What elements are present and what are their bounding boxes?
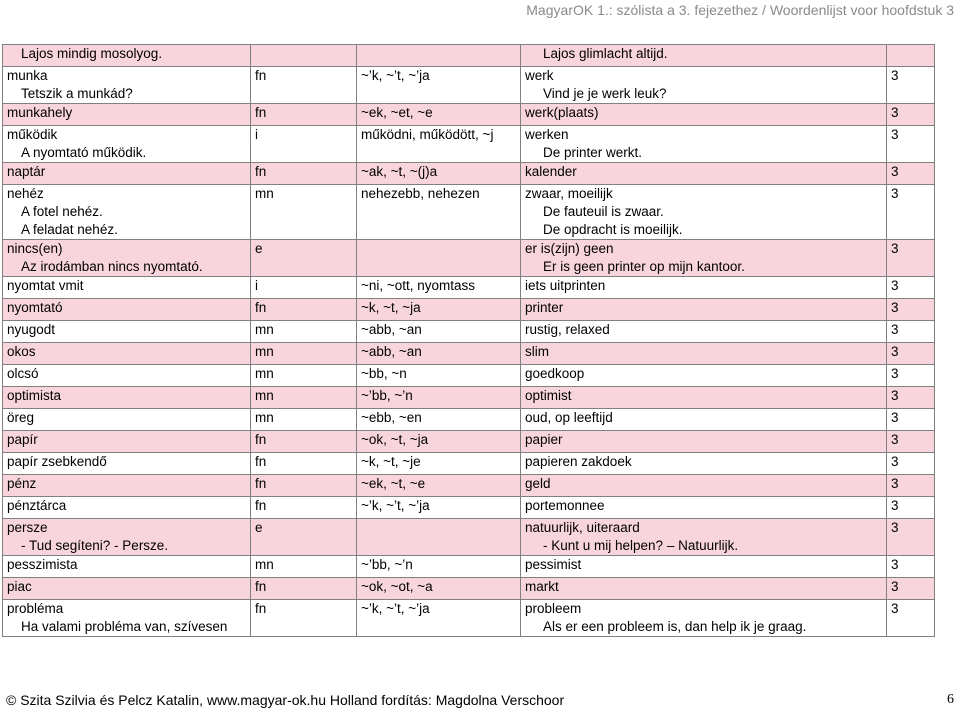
table-row (3, 126, 935, 163)
footer-copyright: © Szita Szilvia és Pelcz Katalin, www.magyar-ok.hu Holland fordítás: Magdolna Verschoor (6, 692, 565, 708)
dutch-translation-text: printer (525, 300, 564, 315)
hungarian-word (3, 45, 251, 67)
dutch-translation (521, 343, 887, 365)
table-row (3, 453, 935, 475)
hungarian-word-text: olcsó (7, 366, 39, 381)
part-of-speech (251, 453, 357, 475)
chapter-number (887, 104, 935, 126)
part-of-speech (251, 497, 357, 519)
hungarian-word-text: probléma (7, 601, 64, 616)
table-row (3, 409, 935, 431)
dutch-translation-text: optimist (525, 388, 572, 403)
hungarian-word-text: nyomtat vmit (7, 278, 84, 293)
table-row (3, 299, 935, 321)
hungarian-word-example: Az irodámban nincs nyomtató. (21, 259, 203, 274)
word-forms (357, 578, 521, 600)
word-forms (357, 104, 521, 126)
page-number: 6 (947, 692, 954, 707)
part-of-speech (251, 343, 357, 365)
dutch-translation-text: iets uitprinten (525, 278, 606, 293)
hungarian-word-example: A fotel nehéz. (21, 204, 103, 219)
hungarian-word (3, 409, 251, 431)
part-of-speech (251, 365, 357, 387)
table-row (3, 387, 935, 409)
word-forms (357, 343, 521, 365)
word-forms (357, 45, 521, 67)
part-of-speech-text: mn (255, 388, 274, 403)
dutch-translation-example: - Kunt u mij helpen? – Natuurlijk. (543, 538, 739, 553)
dutch-translation-text: portemonnee (525, 498, 605, 513)
chapter-number (887, 365, 935, 387)
word-forms (357, 409, 521, 431)
part-of-speech (251, 240, 357, 277)
part-of-speech (251, 126, 357, 163)
part-of-speech (251, 67, 357, 104)
part-of-speech (251, 277, 357, 299)
part-of-speech-text: fn (255, 498, 267, 513)
part-of-speech-text: mn (255, 557, 274, 572)
table-row (3, 431, 935, 453)
table-row (3, 163, 935, 185)
dutch-translation (521, 277, 887, 299)
dutch-translation-text: goedkoop (525, 366, 585, 381)
chapter-number (887, 126, 935, 163)
hungarian-word (3, 578, 251, 600)
part-of-speech (251, 556, 357, 578)
dutch-translation-example: Lajos glimlacht altijd. (543, 46, 668, 61)
word-forms-text: ~ok, ~t, ~ja (361, 432, 429, 447)
part-of-speech-text: fn (255, 68, 267, 83)
vocabulary-table (2, 44, 935, 637)
part-of-speech-text: mn (255, 186, 274, 201)
table-row (3, 67, 935, 104)
hungarian-word (3, 556, 251, 578)
table-row (3, 497, 935, 519)
dutch-translation-text: werk(plaats) (525, 105, 599, 120)
hungarian-word-text: munkahely (7, 105, 73, 120)
part-of-speech (251, 409, 357, 431)
chapter-number-text: 3 (891, 388, 899, 403)
hungarian-word (3, 104, 251, 126)
part-of-speech (251, 475, 357, 497)
dutch-translation (521, 556, 887, 578)
dutch-translation-text: geld (525, 476, 551, 491)
dutch-translation (521, 409, 887, 431)
part-of-speech (251, 163, 357, 185)
hungarian-word-text: pénz (7, 476, 37, 491)
chapter-number (887, 409, 935, 431)
table-row (3, 556, 935, 578)
dutch-translation (521, 453, 887, 475)
part-of-speech-text: fn (255, 601, 267, 616)
dutch-translation (521, 45, 887, 67)
chapter-number (887, 519, 935, 556)
hungarian-word-text: pénztárca (7, 498, 67, 513)
dutch-translation-text: pessimist (525, 557, 582, 572)
chapter-number-text: 3 (891, 366, 899, 381)
word-forms (357, 126, 521, 163)
hungarian-word-text: persze (7, 520, 48, 535)
dutch-translation (521, 240, 887, 277)
chapter-number-text: 3 (891, 476, 899, 491)
dutch-translation (521, 600, 887, 637)
word-forms (357, 519, 521, 556)
chapter-number (887, 67, 935, 104)
part-of-speech-text: fn (255, 432, 267, 447)
part-of-speech (251, 321, 357, 343)
word-forms-text: ~ok, ~ot, ~a (361, 579, 433, 594)
word-forms-text: ~’k, ~’t, ~’ja (361, 498, 430, 513)
page-header: MagyarOK 1.: szólista a 3. fejezethez / Woordenlijst voor hoofdstuk 3 (526, 2, 954, 18)
word-forms (357, 431, 521, 453)
dutch-translation (521, 578, 887, 600)
chapter-number-text: 3 (891, 105, 899, 120)
word-forms (357, 497, 521, 519)
dutch-translation-example: De opdracht is moeilijk. (543, 222, 683, 237)
part-of-speech (251, 578, 357, 600)
word-forms-text: ~k, ~t, ~ja (361, 300, 421, 315)
dutch-translation-text: papieren zakdoek (525, 454, 632, 469)
hungarian-word (3, 277, 251, 299)
dutch-translation-text: rustig, relaxed (525, 322, 610, 337)
chapter-number-text: 3 (891, 454, 899, 469)
chapter-number (887, 343, 935, 365)
part-of-speech (251, 104, 357, 126)
dutch-translation-example: De fauteuil is zwaar. (543, 204, 664, 219)
table-row (3, 104, 935, 126)
table-row (3, 185, 935, 240)
word-forms-text: nehezebb, nehezen (361, 186, 480, 201)
dutch-translation (521, 431, 887, 453)
word-forms-text: működni, működött, ~j (361, 127, 494, 142)
word-forms (357, 163, 521, 185)
chapter-number (887, 240, 935, 277)
chapter-number (887, 600, 935, 637)
hungarian-word-text: nyugodt (7, 322, 56, 337)
word-forms-text: ~’k, ~’t, ~’ja (361, 601, 430, 616)
chapter-number-text: 3 (891, 322, 899, 337)
chapter-number-text: 3 (891, 164, 899, 179)
hungarian-word-text: nehéz (7, 186, 44, 201)
part-of-speech (251, 600, 357, 637)
table-row (3, 321, 935, 343)
word-forms (357, 321, 521, 343)
part-of-speech-text: fn (255, 164, 267, 179)
chapter-number-text: 3 (891, 241, 899, 256)
hungarian-word (3, 240, 251, 277)
part-of-speech-text: fn (255, 579, 267, 594)
chapter-number (887, 163, 935, 185)
word-forms-text: ~ek, ~et, ~e (361, 105, 433, 120)
part-of-speech (251, 431, 357, 453)
hungarian-word (3, 600, 251, 637)
part-of-speech-text: mn (255, 322, 274, 337)
dutch-translation-example: Als er een probleem is, dan help ik je graag. (543, 619, 807, 634)
chapter-number (887, 475, 935, 497)
dutch-translation (521, 321, 887, 343)
hungarian-word-text: öreg (7, 410, 35, 425)
word-forms (357, 475, 521, 497)
chapter-number-text: 3 (891, 432, 899, 447)
hungarian-word-text: piac (7, 579, 32, 594)
part-of-speech (251, 519, 357, 556)
hungarian-word-text: nyomtató (7, 300, 63, 315)
dutch-translation (521, 185, 887, 240)
hungarian-word-example: A feladat nehéz. (21, 222, 118, 237)
word-forms (357, 240, 521, 277)
hungarian-word-text: nincs(en) (7, 241, 63, 256)
dutch-translation (521, 497, 887, 519)
word-forms-text: ~k, ~t, ~je (361, 454, 421, 469)
part-of-speech (251, 45, 357, 67)
table-row (3, 240, 935, 277)
hungarian-word-example: Tetszik a munkád? (21, 86, 133, 101)
chapter-number (887, 45, 935, 67)
word-forms-text: ~abb, ~an (361, 344, 422, 359)
hungarian-word (3, 387, 251, 409)
chapter-number (887, 185, 935, 240)
part-of-speech (251, 299, 357, 321)
hungarian-word-example: A nyomtató működik. (21, 145, 147, 160)
word-forms (357, 299, 521, 321)
word-forms (357, 277, 521, 299)
part-of-speech-text: fn (255, 105, 267, 120)
dutch-translation-text: kalender (525, 164, 577, 179)
chapter-number-text: 3 (891, 601, 899, 616)
table-row (3, 277, 935, 299)
dutch-translation-text: papier (525, 432, 563, 447)
hungarian-word-text: okos (7, 344, 36, 359)
dutch-translation-text: natuurlijk, uiteraard (525, 520, 640, 535)
chapter-number-text: 3 (891, 344, 899, 359)
hungarian-word (3, 126, 251, 163)
part-of-speech (251, 185, 357, 240)
hungarian-word (3, 431, 251, 453)
dutch-translation-text: er is(zijn) geen (525, 241, 614, 256)
chapter-number-text: 3 (891, 498, 899, 513)
chapter-number (887, 453, 935, 475)
word-forms (357, 387, 521, 409)
word-forms-text: ~ak, ~t, ~(j)a (361, 164, 438, 179)
hungarian-word (3, 185, 251, 240)
dutch-translation-text: oud, op leeftijd (525, 410, 613, 425)
dutch-translation-text: markt (525, 579, 559, 594)
hungarian-word-text: optimista (7, 388, 62, 403)
table-row (3, 475, 935, 497)
hungarian-word (3, 67, 251, 104)
hungarian-word-example: Ha valami probléma van, szívesen (21, 619, 228, 634)
dutch-translation (521, 67, 887, 104)
word-forms-text: ~’bb, ~’n (361, 388, 413, 403)
hungarian-word-text: papír (7, 432, 38, 447)
hungarian-word (3, 163, 251, 185)
part-of-speech-text: mn (255, 366, 274, 381)
word-forms-text: ~’bb, ~’n (361, 557, 413, 572)
dutch-translation (521, 387, 887, 409)
hungarian-word (3, 497, 251, 519)
word-forms-text: ~bb, ~n (361, 366, 407, 381)
chapter-number-text: 3 (891, 579, 899, 594)
dutch-translation-example: De printer werkt. (543, 145, 643, 160)
table-row (3, 343, 935, 365)
table-row (3, 45, 935, 67)
chapter-number (887, 321, 935, 343)
hungarian-word-text: papír zsebkendő (7, 454, 107, 469)
word-forms (357, 556, 521, 578)
dutch-translation (521, 126, 887, 163)
hungarian-word (3, 519, 251, 556)
part-of-speech-text: fn (255, 476, 267, 491)
word-forms (357, 453, 521, 475)
dutch-translation (521, 104, 887, 126)
part-of-speech-text: fn (255, 300, 267, 315)
chapter-number-text: 3 (891, 300, 899, 315)
dutch-translation (521, 365, 887, 387)
hungarian-word (3, 321, 251, 343)
chapter-number-text: 3 (891, 127, 899, 142)
hungarian-word (3, 365, 251, 387)
dutch-translation-text: slim (525, 344, 549, 359)
dutch-translation (521, 475, 887, 497)
chapter-number (887, 431, 935, 453)
dutch-translation (521, 519, 887, 556)
dutch-translation-text: werk (525, 68, 554, 83)
chapter-number (887, 299, 935, 321)
hungarian-word (3, 343, 251, 365)
part-of-speech-text: e (255, 241, 263, 256)
dutch-translation (521, 163, 887, 185)
word-forms-text: ~abb, ~an (361, 322, 422, 337)
dutch-translation-example: Er is geen printer op mijn kantoor. (543, 259, 745, 274)
chapter-number (887, 556, 935, 578)
chapter-number-text: 3 (891, 557, 899, 572)
part-of-speech-text: mn (255, 344, 274, 359)
chapter-number (887, 497, 935, 519)
part-of-speech-text: i (255, 278, 258, 293)
word-forms-text: ~’k, ~’t, ~’ja (361, 68, 430, 83)
part-of-speech (251, 387, 357, 409)
hungarian-word-text: működik (7, 127, 58, 142)
part-of-speech-text: fn (255, 454, 267, 469)
dutch-translation-text: zwaar, moeilijk (525, 186, 613, 201)
word-forms (357, 365, 521, 387)
chapter-number-text: 3 (891, 68, 899, 83)
hungarian-word-text: munka (7, 68, 48, 83)
table-row (3, 600, 935, 637)
part-of-speech-text: e (255, 520, 263, 535)
part-of-speech-text: mn (255, 410, 274, 425)
chapter-number (887, 387, 935, 409)
hungarian-word (3, 475, 251, 497)
dutch-translation-text: werken (525, 127, 569, 142)
word-forms-text: ~ek, ~t, ~e (361, 476, 426, 491)
part-of-speech-text: i (255, 127, 258, 142)
chapter-number-text: 3 (891, 410, 899, 425)
dutch-translation-example: Vind je je werk leuk? (543, 86, 667, 101)
word-forms-text: ~ebb, ~en (361, 410, 422, 425)
table-row (3, 578, 935, 600)
word-forms (357, 600, 521, 637)
word-forms-text: ~ni, ~ott, nyomtass (361, 278, 476, 293)
dutch-translation-text: probleem (525, 601, 582, 616)
table-row (3, 519, 935, 556)
chapter-number-text: 3 (891, 278, 899, 293)
chapter-number (887, 578, 935, 600)
word-forms (357, 185, 521, 240)
chapter-number (887, 277, 935, 299)
table-row (3, 365, 935, 387)
chapter-number-text: 3 (891, 186, 899, 201)
hungarian-word-text: pesszimista (7, 557, 78, 572)
hungarian-word (3, 453, 251, 475)
hungarian-word-text: naptár (7, 164, 46, 179)
hungarian-word-example: - Tud segíteni? - Persze. (21, 538, 169, 553)
chapter-number-text: 3 (891, 520, 899, 535)
hungarian-word (3, 299, 251, 321)
word-forms (357, 67, 521, 104)
hungarian-word-example: Lajos mindig mosolyog. (21, 46, 163, 61)
dutch-translation (521, 299, 887, 321)
